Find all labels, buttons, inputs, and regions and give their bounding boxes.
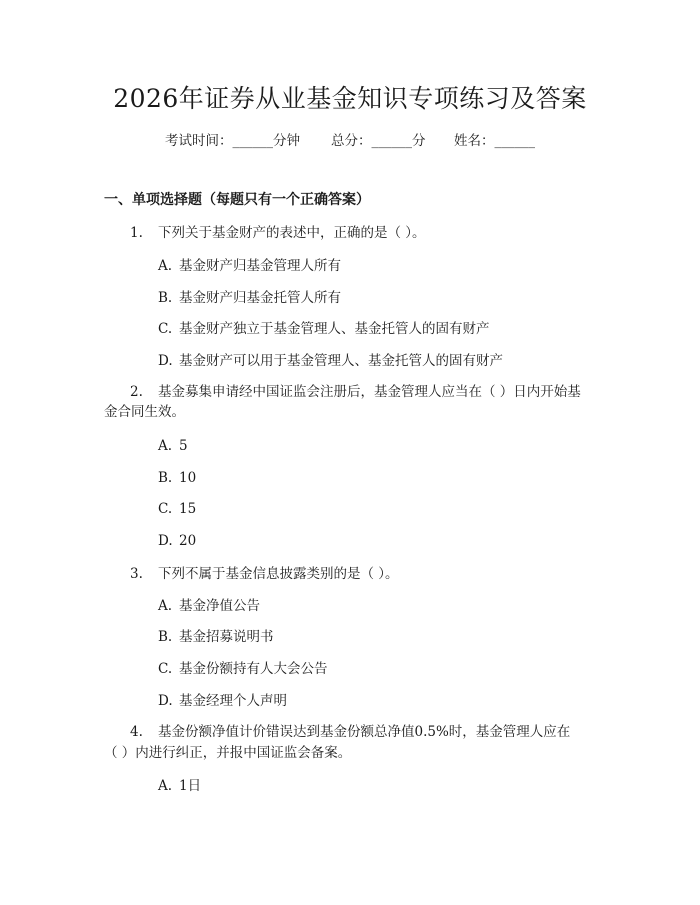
option-key: D.: [158, 353, 173, 369]
option-1a: [158, 256, 341, 276]
question-4-continuation: （ ）内进行纠正，并报中国证监会备案。: [104, 745, 352, 761]
option-3c: [158, 659, 328, 679]
question-number: 4.: [130, 724, 143, 740]
option-text: 基金财产归基金管理人所有: [179, 258, 341, 274]
question-3: [130, 564, 399, 584]
option-text: 基金净值公告: [179, 598, 260, 614]
option-2c: [158, 499, 196, 519]
option-1b: [158, 288, 341, 308]
option-key: C.: [158, 501, 173, 517]
option-text: 基金份额持有人大会公告: [179, 661, 328, 677]
question-2: [130, 382, 581, 402]
option-text: 基金财产可以用于基金管理人、基金托管人的固有财产: [179, 353, 503, 369]
option-1c: [158, 319, 490, 339]
option-key: B.: [158, 470, 173, 486]
question-text: 下列关于基金财产的表述中，正确的是（ ）。: [158, 225, 426, 241]
option-key: B.: [158, 629, 173, 645]
question-text: 基金份额净值计价错误达到基金份额总净值0.5%时，基金管理人应在: [158, 724, 571, 740]
option-3a: [158, 596, 260, 616]
option-key: B.: [158, 290, 173, 306]
option-key: D.: [158, 533, 173, 549]
option-2a: [158, 436, 188, 456]
option-text: 基金经理个人声明: [179, 693, 287, 709]
question-number: 2.: [130, 384, 143, 400]
question-number: 3.: [130, 566, 143, 582]
option-key: C.: [158, 661, 173, 677]
option-1d: [158, 351, 503, 371]
option-text: 5: [179, 438, 188, 454]
option-4a: [158, 776, 201, 796]
question-1: [130, 223, 426, 243]
option-2b: [158, 468, 196, 488]
option-key: D.: [158, 693, 173, 709]
exam-score: 总分：______分: [331, 133, 426, 149]
question-4: [130, 722, 570, 742]
option-key: C.: [158, 321, 173, 337]
option-text: 1日: [179, 778, 202, 794]
exam-time: 考试时间：______分钟: [165, 133, 300, 149]
option-key: A.: [158, 598, 173, 614]
exam-name: 姓名：______: [454, 133, 535, 149]
option-text: 20: [179, 533, 197, 549]
option-3d: [158, 691, 287, 711]
option-key: A.: [158, 258, 173, 274]
question-text: 下列不属于基金信息披露类别的是（ ）。: [158, 566, 399, 582]
question-number: 1.: [130, 225, 143, 241]
option-2d: [158, 531, 196, 551]
question-2-continuation: 金合同生效。: [104, 404, 185, 420]
option-text: 15: [179, 501, 197, 517]
document-title: 2026年证券从业基金知识专项练习及答案: [113, 84, 587, 113]
option-text: 基金招募说明书: [179, 629, 274, 645]
option-3b: [158, 627, 274, 647]
option-key: A.: [158, 438, 173, 454]
option-key: A.: [158, 778, 173, 794]
option-text: 10: [179, 470, 197, 486]
section-heading: 一、单项选择题（每题只有一个正确答案）: [104, 192, 370, 208]
option-text: 基金财产归基金托管人所有: [179, 290, 341, 306]
option-text: 基金财产独立于基金管理人、基金托管人的固有财产: [179, 321, 490, 337]
question-text: 基金募集申请经中国证监会注册后，基金管理人应当在（ ）日内开始基: [158, 384, 581, 400]
